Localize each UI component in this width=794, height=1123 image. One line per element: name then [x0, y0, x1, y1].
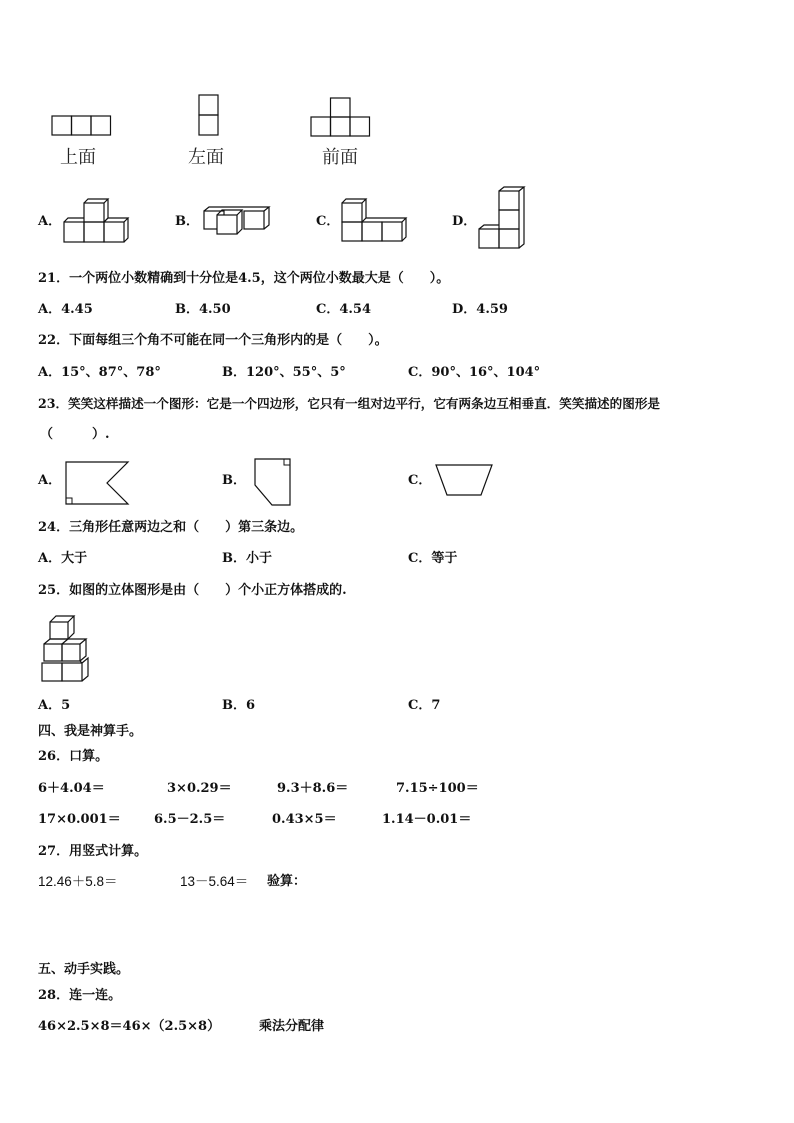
q23-stem-line2: （ ）.	[40, 427, 110, 442]
q26-row1-item3: 9.3＋8.6＝	[277, 781, 349, 796]
top-view-figure	[52, 116, 112, 138]
q25-option-c[interactable]: C．7	[408, 698, 441, 713]
q27-stem: 27．用竖式计算。	[38, 844, 148, 859]
section-5-heading: 五、动手实践。	[38, 962, 130, 977]
q24-option-b[interactable]: B．小于	[222, 551, 272, 566]
q23-option-c-shape	[436, 465, 494, 499]
q25-cube-stack	[40, 614, 100, 684]
q20-option-b-label[interactable]: B．	[175, 214, 199, 229]
q22-option-a[interactable]: A．15°、87°、78°	[38, 365, 161, 380]
q26-row1-item4: 7.15÷100＝	[396, 781, 479, 796]
q23-option-a-shape	[66, 462, 130, 506]
q22-option-b[interactable]: B．120°、55°、5°	[222, 365, 346, 380]
q26-row2-item4: 1.14－0.01＝	[382, 812, 472, 827]
left-view-figure	[199, 95, 221, 137]
q26-row2-item2: 6.5－2.5＝	[154, 812, 226, 827]
q24-stem: 24．三角形任意两边之和（ ）第三条边。	[38, 520, 304, 535]
q24-option-a[interactable]: A．大于	[38, 551, 88, 566]
section-4-heading: 四、我是神算手。	[38, 724, 143, 739]
q24-option-c[interactable]: C．等于	[408, 551, 458, 566]
q20-option-a-label[interactable]: A．	[38, 214, 62, 229]
front-view-label: 前面	[322, 147, 358, 168]
q21-option-c[interactable]: C．4.54	[316, 302, 372, 317]
q21-stem: 21．一个两位小数精确到十分位是4.5，这个两位小数最大是（ ）。	[38, 271, 450, 286]
q26-row2-item1: 17×0.001＝	[38, 812, 121, 827]
q25-option-a[interactable]: A．5	[38, 698, 71, 713]
q22-stem: 22．下面每组三个角不可能在同一个三角形内的是（ ）。	[38, 333, 388, 348]
q28-left-expression[interactable]: 46×2.5×8＝46×（2.5×8）	[38, 1019, 221, 1034]
top-view-label: 上面	[60, 147, 96, 168]
q23-option-a-label[interactable]: A．	[38, 473, 62, 488]
q20-option-d-label[interactable]: D．	[452, 214, 477, 229]
q27-item1: 12.46＋5.8＝	[38, 874, 118, 889]
q20-option-c-cubes	[342, 198, 412, 244]
q21-option-d[interactable]: D．4.59	[452, 302, 508, 317]
q28-right-law[interactable]: 乘法分配律	[259, 1019, 325, 1034]
q26-row2-item3: 0.43×5＝	[272, 812, 337, 827]
q27-check-label: 验算：	[267, 874, 307, 889]
q26-row1-item1: 6＋4.04＝	[38, 781, 105, 796]
q21-option-a[interactable]: A．4.45	[38, 302, 93, 317]
q27-item2: 13－5.64＝	[180, 874, 249, 889]
q21-option-b[interactable]: B．4.50	[175, 302, 231, 317]
q25-stem: 25．如图的立体图形是由（ ）个小正方体搭成的.	[38, 583, 347, 598]
q22-option-c[interactable]: C．90°、16°、104°	[408, 365, 541, 380]
q25-option-b[interactable]: B．6	[222, 698, 256, 713]
q20-option-a-cubes	[64, 199, 134, 244]
q23-option-c-label[interactable]: C．	[408, 473, 432, 488]
q26-stem: 26．口算。	[38, 749, 109, 764]
q28-stem: 28．连一连。	[38, 988, 122, 1003]
q20-option-c-label[interactable]: C．	[316, 214, 340, 229]
left-view-label: 左面	[188, 147, 224, 168]
q26-row1-item2: 3×0.29＝	[167, 781, 232, 796]
q20-option-b-cubes	[202, 205, 272, 239]
q23-stem-line1: 23．笑笑这样描述一个图形：它是一个四边形，它只有一组对边平行，它有两条边互相垂直．笑笑描述的图形是	[38, 396, 661, 411]
q23-option-b-shape	[255, 459, 295, 509]
q20-option-d-cubes	[479, 186, 529, 250]
q23-option-b-label[interactable]: B．	[222, 473, 246, 488]
front-view-figure	[311, 98, 373, 140]
